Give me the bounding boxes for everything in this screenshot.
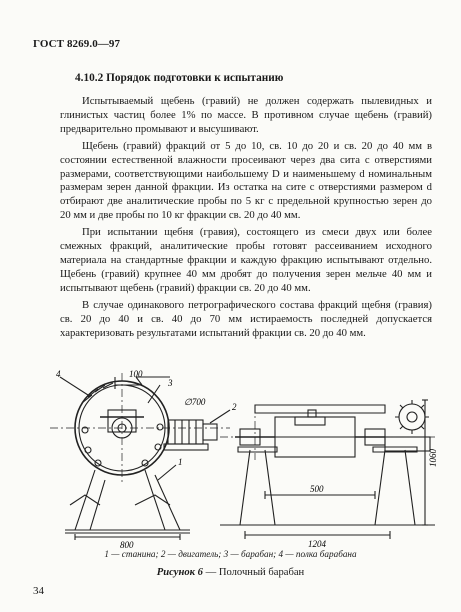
- body-text: [60, 95, 432, 343]
- section-title: 4.10.2 Порядок подготовки к испытанию: [75, 72, 284, 84]
- paragraph-2: Щебень (гравий) фракций от 5 до 10, св. 10 до 20 и св. 20 до 40 мм в состоянии естественной влажности просеивают через два сита с отверстиями размерами, соответствующими наибольшему D и наименьшему d номинальным размерам зерен данной фракции. Из остатка на сите с отверстиями размером d отбирают две аналитические пробы по 5 кг с предельной крупностью зерен до 20 мм и две пробы по 10 кг фракции св. 20 до 40 мм.: [60, 139, 432, 222]
- page-number: 34: [33, 585, 44, 597]
- label-dim-1204: 1204: [308, 539, 326, 549]
- label-4: 4: [56, 369, 61, 379]
- motor-left-view: [168, 420, 203, 444]
- label-dim-1060: 1060: [428, 449, 438, 467]
- label-dim-800: 800: [120, 540, 134, 550]
- label-2: 2: [232, 402, 237, 412]
- label-1: 1: [178, 457, 183, 467]
- label-dim-500: 500: [310, 484, 324, 494]
- paragraph-4: В случае одинакового петрографического состава фракций щебня (гравия) св. 20 до 40 и св. 40 до 70 мм истираемость последней допускается характеризовать результатами испытаний фракции св. 20 до 40 мм.: [60, 298, 432, 339]
- frame-right-view: [235, 450, 280, 525]
- label-3: 3: [168, 378, 173, 388]
- drum-drawing: [40, 355, 440, 550]
- paragraph-1: Испытываемый щебень (гравий) не должен содержать пылевидных и глинистых частиц более 1% по массе. В противном случае щебень (гравий) предварительно промывают и высушивают.: [60, 95, 432, 135]
- figure-legend: 1 — станина; 2 — двигатель; 3 — барабан; 4 — полка барабана: [104, 549, 357, 559]
- frame-left-view: [75, 470, 180, 530]
- label-dim-700: ∅700: [184, 397, 206, 407]
- figure-caption: [0, 549, 461, 559]
- document-code: ГОСТ 8269.0—97: [33, 38, 121, 50]
- figure-title-text: — Полочный барабан: [202, 567, 305, 578]
- label-dim-100: 100: [129, 369, 143, 379]
- paragraph-3: При испытании щебня (гравия), состоящего из смеси двух или более смежных фракций, аналитические пробы готовят рассеиванием исходного материала на стандартные фракции и каждую фракцию испытывают отдельно. Щебень (гравий) крупнее 40 мм дробят до получения зерен мельче 40 мм и испытывают щебень (гравий) фракции св. 20 до 40 мм.: [60, 226, 432, 294]
- figure-number: Рисунок 6: [156, 567, 203, 578]
- figure-shelf-drum: [40, 355, 440, 550]
- figure-title: [0, 567, 461, 578]
